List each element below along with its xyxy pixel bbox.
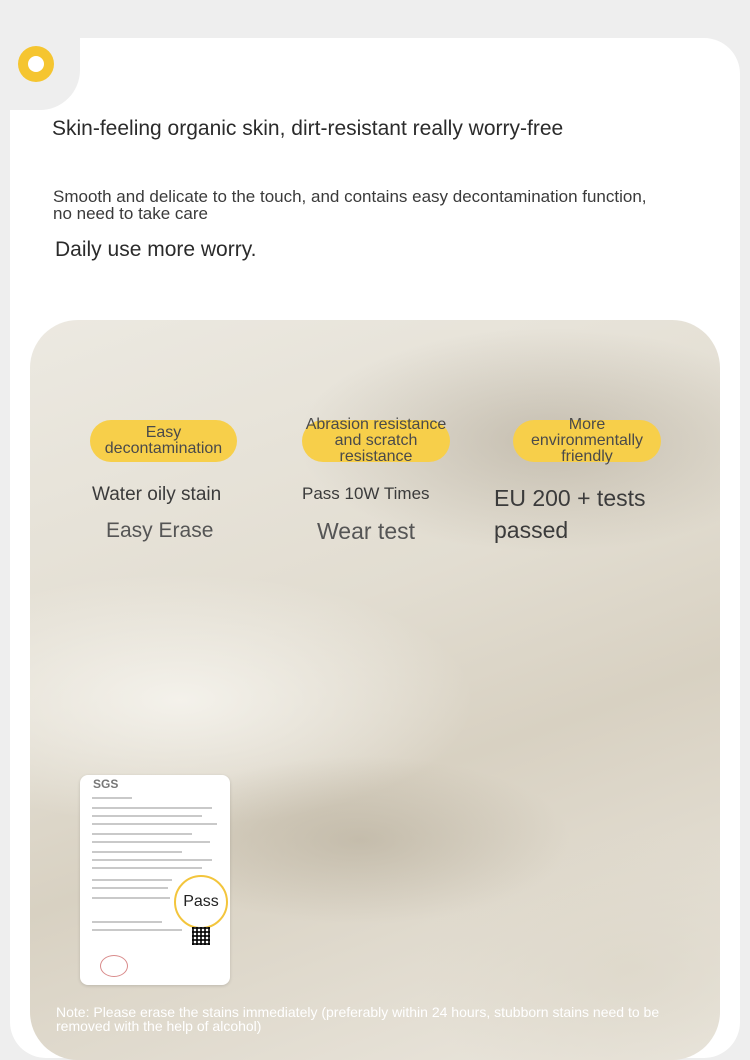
badge-abrasion-resistance: Abrasion resistance and scratch resistance bbox=[302, 420, 450, 462]
official-seal-icon bbox=[100, 955, 128, 977]
sgs-test-report bbox=[80, 775, 230, 985]
report-line bbox=[92, 851, 182, 853]
report-line bbox=[92, 807, 212, 809]
report-line bbox=[92, 921, 162, 923]
report-line bbox=[92, 833, 192, 835]
tagline: Daily use more worry. bbox=[55, 238, 257, 261]
feature-3-line-1: EU 200 + tests passed bbox=[494, 485, 646, 543]
report-line bbox=[92, 859, 212, 861]
care-note: Note: Please erase the stains immediately (preferably within 24 hours, stubborn stains need to be removed with the help of alcohol) bbox=[56, 1004, 660, 1034]
leather-panel bbox=[30, 320, 720, 1060]
feature-2-line-1: Pass 10W Times bbox=[302, 484, 430, 503]
report-line bbox=[92, 797, 132, 799]
badge-easy-decontamination: Easy decontamination bbox=[90, 420, 237, 462]
feature-1-line-1: Water oily stain bbox=[92, 484, 222, 505]
badge-environmentally-friendly: More environmentally friendly bbox=[513, 420, 661, 462]
headline: Skin-feeling organic skin, dirt-resistant really worry-free bbox=[52, 117, 564, 140]
report-line bbox=[92, 929, 182, 931]
pass-stamp: Pass bbox=[174, 875, 228, 929]
qr-code-icon bbox=[192, 927, 210, 945]
report-line bbox=[92, 887, 168, 889]
feature-1-line-2: Easy Erase bbox=[106, 519, 214, 542]
report-line bbox=[92, 841, 210, 843]
sgs-logo: SGS bbox=[93, 777, 119, 791]
ring-icon bbox=[18, 46, 54, 82]
feature-2-line-2: Wear test bbox=[317, 518, 415, 544]
report-line bbox=[92, 867, 202, 869]
report-line bbox=[92, 879, 172, 881]
report-line bbox=[92, 815, 202, 817]
report-line bbox=[92, 897, 170, 899]
report-line bbox=[92, 823, 217, 825]
subtitle: Smooth and delicate to the touch, and contains easy decontamination function, no need to take care bbox=[53, 187, 647, 223]
